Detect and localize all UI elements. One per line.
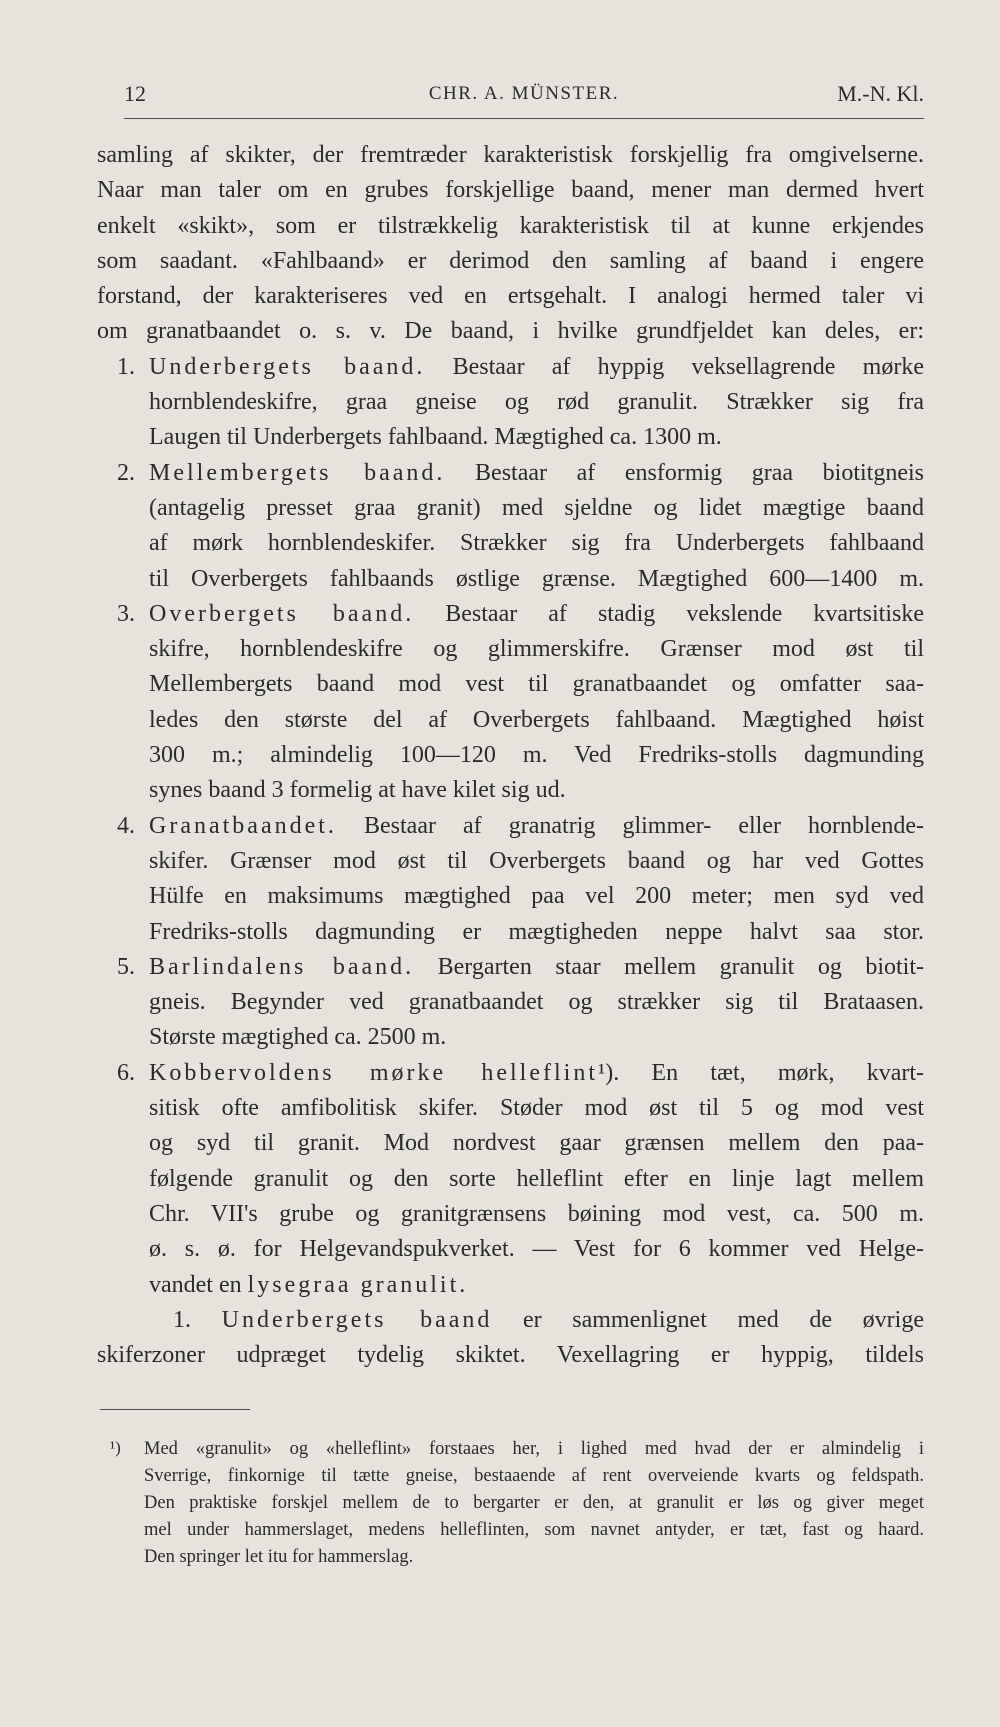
line-text: ledes den største del af Overbergets fahlbaand. Mægtighed høist xyxy=(149,706,924,733)
text-line xyxy=(97,1126,924,1161)
text-line xyxy=(97,173,924,208)
line-text: Bestaar af hyppig veksellagrende mørke xyxy=(425,353,924,380)
footnote-text: Den springer let itu for hammerslag. xyxy=(144,1547,414,1567)
footnote-line xyxy=(110,1544,924,1571)
spaced-term: lysegraa granulit. xyxy=(247,1271,469,1298)
text-line xyxy=(97,703,924,738)
footnote-rule xyxy=(100,1409,250,1410)
line-text: om granatbaandet o. s. v. De baand, i hvilke grundfjeldet kan deles, er: xyxy=(97,318,924,345)
text-line xyxy=(97,279,924,314)
footnote-text: Den praktiske forskjel mellem de to bergarter er den, at granulit er løs og giver meget xyxy=(144,1493,924,1513)
footnote-line xyxy=(110,1436,924,1463)
text-line xyxy=(97,1338,924,1373)
text-line xyxy=(97,879,924,914)
line-text: Laugen til Underbergets fahlbaand. Mægtighed ca. 1300 m. xyxy=(149,424,722,451)
text-line xyxy=(97,526,924,561)
line-text: Hülfe en maksimums mægtighed paa vel 200 meter; men syd ved xyxy=(149,883,924,910)
text-line xyxy=(97,915,924,950)
footnote-text: Med «granulit» og «helleflint» forstaaes her, i lighed med hvad der er almindelig i xyxy=(144,1439,924,1459)
line-text: Fredriks-stolls dagmunding er mægtigheden neppe halvt saa stor. xyxy=(149,918,924,945)
line-text: (antagelig presset graa granit) med sjeldne og lidet mægtige baand xyxy=(149,494,924,521)
text-line xyxy=(97,950,924,985)
text-line xyxy=(97,1020,924,1055)
line-text: som saadant. «Fahlbaand» er derimod den samling af baand i engere xyxy=(97,247,924,274)
footnote-line xyxy=(110,1490,924,1517)
text-line xyxy=(97,1056,924,1091)
item-number: 4. xyxy=(117,812,135,839)
text-line xyxy=(97,632,924,667)
line-text: er sammenlignet med de øvrige xyxy=(492,1306,924,1333)
line-text: sitisk ofte amfibolitisk skifer. Støder mod øst til 5 og mod vest xyxy=(149,1095,924,1122)
text-line xyxy=(97,562,924,597)
line-text: 300 m.; almindelig 100—120 m. Ved Fredriks-stolls dagmunding xyxy=(149,742,924,769)
line-text: Største mægtighed ca. 2500 m. xyxy=(149,1024,447,1051)
text-line xyxy=(97,209,924,244)
text-line xyxy=(97,350,924,385)
line-text: enkelt «skikt», som er tilstrækkelig karakteristisk til at kunne erkjendes xyxy=(97,212,924,239)
footnote-line xyxy=(110,1463,924,1490)
line-text: hornblendeskifre, graa gneise og rød granulit. Strækker sig fra xyxy=(149,389,924,416)
line-text: Bestaar af ensformig graa biotitgneis xyxy=(445,459,924,486)
line-text: skifre, hornblendeskifre og glimmerskifre. Grænser mod øst til xyxy=(149,636,924,663)
text-line xyxy=(97,667,924,702)
line-text: af mørk hornblendeskifer. Strækker sig fra Underbergets fahlbaand xyxy=(149,530,924,557)
page-number: 12 xyxy=(124,81,146,106)
text-line xyxy=(97,138,924,173)
spaced-heading: Underbergets baand. xyxy=(149,353,426,380)
text-line xyxy=(97,244,924,279)
line-text: ø. s. ø. for Helgevandspukverket. — Vest for 6 kommer ved Helge- xyxy=(149,1236,924,1263)
line-text: forstand, der karakteriseres ved en ertsgehalt. I analogi hermed taler vi xyxy=(97,283,924,310)
spaced-heading: Barlindalens baand. xyxy=(149,953,415,980)
item-number: 5. xyxy=(117,953,135,980)
footnote-line xyxy=(110,1517,924,1544)
text-line xyxy=(97,773,924,808)
line-text: Naar man taler om en grubes forskjellige baand, mener man dermed hvert xyxy=(97,177,924,204)
text-line xyxy=(97,1091,924,1126)
item-number: 1. xyxy=(117,353,135,380)
line-text: Bestaar af granatrig glimmer- eller hornblende- xyxy=(336,812,924,839)
text-line xyxy=(97,1268,924,1303)
line-text: Mellembergets baand mod vest til granatbaandet og omfatter saa- xyxy=(149,671,924,698)
spaced-heading: Overbergets baand. xyxy=(149,600,415,627)
text-line xyxy=(97,456,924,491)
footnote-text: Sverrige, finkornige til tætte gneise, bestaaende af rent overveiende kvarts og feldspath. xyxy=(144,1466,924,1486)
spaced-heading: Underbergets baand xyxy=(221,1306,493,1333)
line-text: Chr. VII's grube og granitgrænsens bøining mod vest, ca. 500 m. xyxy=(149,1200,924,1227)
text-line xyxy=(97,844,924,879)
text-line xyxy=(97,597,924,632)
line-text: følgende granulit og den sorte helleflint efter en linje lagt mellem xyxy=(149,1165,924,1192)
item-number: 2. xyxy=(117,459,135,486)
text-line xyxy=(97,738,924,773)
text-line xyxy=(97,420,924,455)
header-section: M.-N. Kl. xyxy=(837,81,924,106)
line-text: skiferzoner udpræget tydelig skiktet. Vexellagring er hyppig, tildels xyxy=(97,1342,924,1369)
line-text: ¹). En tæt, mørk, kvart- xyxy=(598,1059,925,1086)
line-text: til Overbergets fahlbaands østlige grænse. Mægtighed 600—1400 m. xyxy=(149,565,924,592)
paragraph-number: 1. xyxy=(173,1306,191,1333)
running-header xyxy=(124,80,924,119)
header-author: CHR. A. MÜNSTER. xyxy=(428,83,620,104)
text-line xyxy=(97,491,924,526)
text-line xyxy=(97,314,924,349)
spaced-heading: Kobbervoldens mørke helleflint xyxy=(149,1059,599,1086)
text-line xyxy=(97,1232,924,1267)
spaced-heading: Granatbaandet. xyxy=(149,812,337,839)
text-line xyxy=(97,1162,924,1197)
line-text: synes baand 3 formelig at have kilet sig ud. xyxy=(149,777,566,804)
line-text: vandet en xyxy=(149,1271,248,1298)
line-text: Bestaar af stadig vekslende kvartsitiske xyxy=(414,600,924,627)
line-text: samling af skikter, der fremtræder karakteristisk forskjellig fra omgivelserne. xyxy=(97,142,924,168)
footnote-marker: ¹) xyxy=(110,1438,121,1457)
line-text: gneis. Begynder ved granatbaandet og strækker sig til Brataasen. xyxy=(149,989,924,1016)
footnote xyxy=(110,1436,924,1571)
text-line xyxy=(97,809,924,844)
item-number: 3. xyxy=(117,600,135,627)
line-text: og syd til granit. Mod nordvest gaar grænsen mellem den paa- xyxy=(149,1130,924,1157)
body-text xyxy=(97,138,924,1373)
line-text: Bergarten staar mellem granulit og biotit- xyxy=(414,953,924,980)
footnote-text: mel under hammerslaget, medens helleflinten, som navnet antyder, er tæt, fast og haard. xyxy=(144,1520,924,1540)
text-line xyxy=(97,1303,924,1338)
line-text: skifer. Grænser mod øst til Overbergets baand og har ved Gottes xyxy=(149,847,924,874)
item-number: 6. xyxy=(117,1059,135,1086)
text-line xyxy=(97,385,924,420)
spaced-heading: Mellembergets baand. xyxy=(149,459,446,486)
text-line xyxy=(97,985,924,1020)
text-line xyxy=(97,1197,924,1232)
